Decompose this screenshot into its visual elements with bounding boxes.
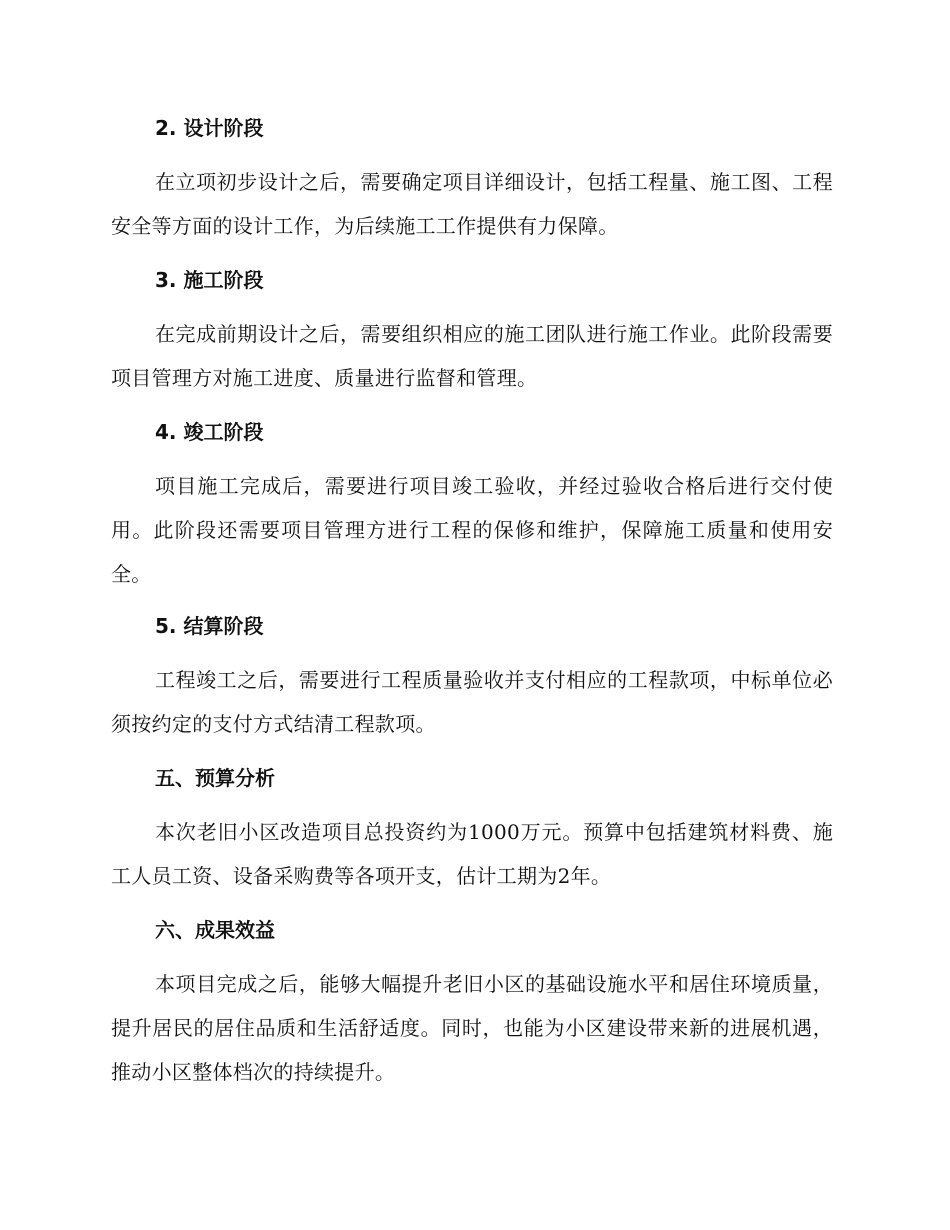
section-paragraph-budget-analysis: 本次老旧小区改造项目总投资约为1000万元。预算中包括建筑材料费、施工人员工资、设备采购费等各项开支，估计工期为2年。 (111, 820, 833, 888)
section-heading-outcome-benefits: 六、成果效益 (155, 918, 275, 942)
section-heading-settlement-stage: 5. 结算阶段 (155, 614, 264, 638)
section-paragraph-settlement-stage: 工程竣工之后，需要进行工程质量验收并支付相应的工程款项，中标单位必须按约定的支付方式结清工程款项。 (111, 668, 833, 736)
section-paragraph-construction-stage: 在完成前期设计之后，需要组织相应的施工团队进行施工作业。此阶段需要项目管理方对施工进度、质量进行监督和管理。 (111, 322, 833, 390)
section-heading-design-stage: 2. 设计阶段 (155, 116, 264, 140)
section-heading-completion-stage: 4. 竣工阶段 (155, 420, 264, 444)
section-heading-budget-analysis: 五、预算分析 (155, 766, 275, 790)
section-paragraph-design-stage: 在立项初步设计之后，需要确定项目详细设计，包括工程量、施工图、工程安全等方面的设计工作，为后续施工工作提供有力保障。 (111, 170, 833, 238)
section-heading-construction-stage: 3. 施工阶段 (155, 268, 264, 292)
section-paragraph-outcome-benefits: 本项目完成之后，能够大幅提升老旧小区的基础设施水平和居住环境质量，提升居民的居住品质和生活舒适度。同时，也能为小区建设带来新的进展机遇，推动小区整体档次的持续提升。 (111, 972, 833, 1084)
section-paragraph-completion-stage: 项目施工完成后，需要进行项目竣工验收，并经过验收合格后进行交付使用。此阶段还需要项目管理方进行工程的保修和维护，保障施工质量和使用安全。 (111, 474, 833, 586)
